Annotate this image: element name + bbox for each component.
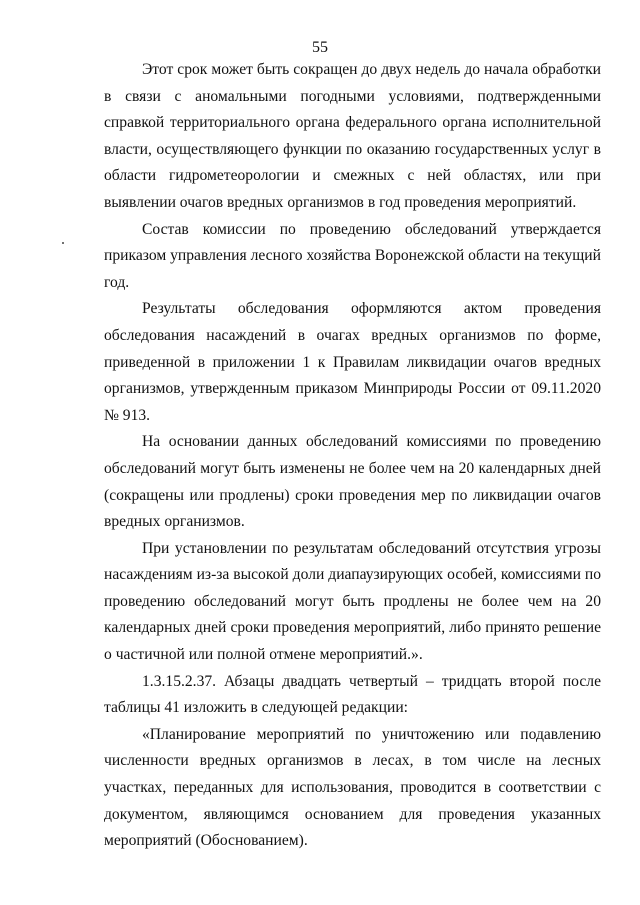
- paragraph-5: При установлении по результатам обследований отсутствия угрозы насаждениям из-за высокой доли диапаузирующих особей, комиссиями по проведению обследований могут быть продлены не более чем на 20 календарных дней сроки проведения мероприятий, либо принято решение о частичной или полной отмене мероприятий.».: [104, 539, 601, 664]
- paragraph-4: На основании данных обследований комиссиями по проведению обследований могут быть изменены не более чем на 20 календарных дней (сокращены или продлены) сроки проведения мер по ликвидации очагов вредных организмов.: [104, 433, 601, 531]
- paragraph-1: Этот срок может быть сокращен до двух недель до начала обработки в связи с аномальными погодными условиями, подтвержденными справкой территориального органа федерального органа исполнительной власти, осуществляющего функции по оказанию государственных услуг в области гидрометеорологии и смежных с ней областях, или при выявлении очагов вредных организмов в год проведения мероприятий.: [104, 61, 601, 211]
- document-body: [104, 57, 601, 855]
- paragraph-2: Состав комиссии по проведению обследований утверждается приказом управления лесного хозяйства Воронежской области на текущий год.: [104, 220, 601, 291]
- scan-speck: [62, 242, 64, 244]
- paragraph-3: Результаты обследования оформляются актом проведения обследования насаждений в очагах вредных организмов по форме, приведенной в приложении 1 к Правилам ликвидации очагов вредных организмов, утвержденным приказом Минприроды России от 09.11.2020 № 913.: [104, 300, 601, 424]
- paragraph-6: 1.3.15.2.37. Абзацы двадцать четвертый – тридцать второй после таблицы 41 изложить в следующей редакции:: [104, 672, 601, 717]
- paragraph-7: «Планирование мероприятий по уничтожению или подавлению численности вредных организмов в лесах, в том числе на лесных участках, переданных для использования, проводится в соответствии с документом, являющимся основанием для проведения указанных мероприятий (Обоснованием).: [104, 725, 601, 850]
- page-number: 55: [312, 39, 328, 56]
